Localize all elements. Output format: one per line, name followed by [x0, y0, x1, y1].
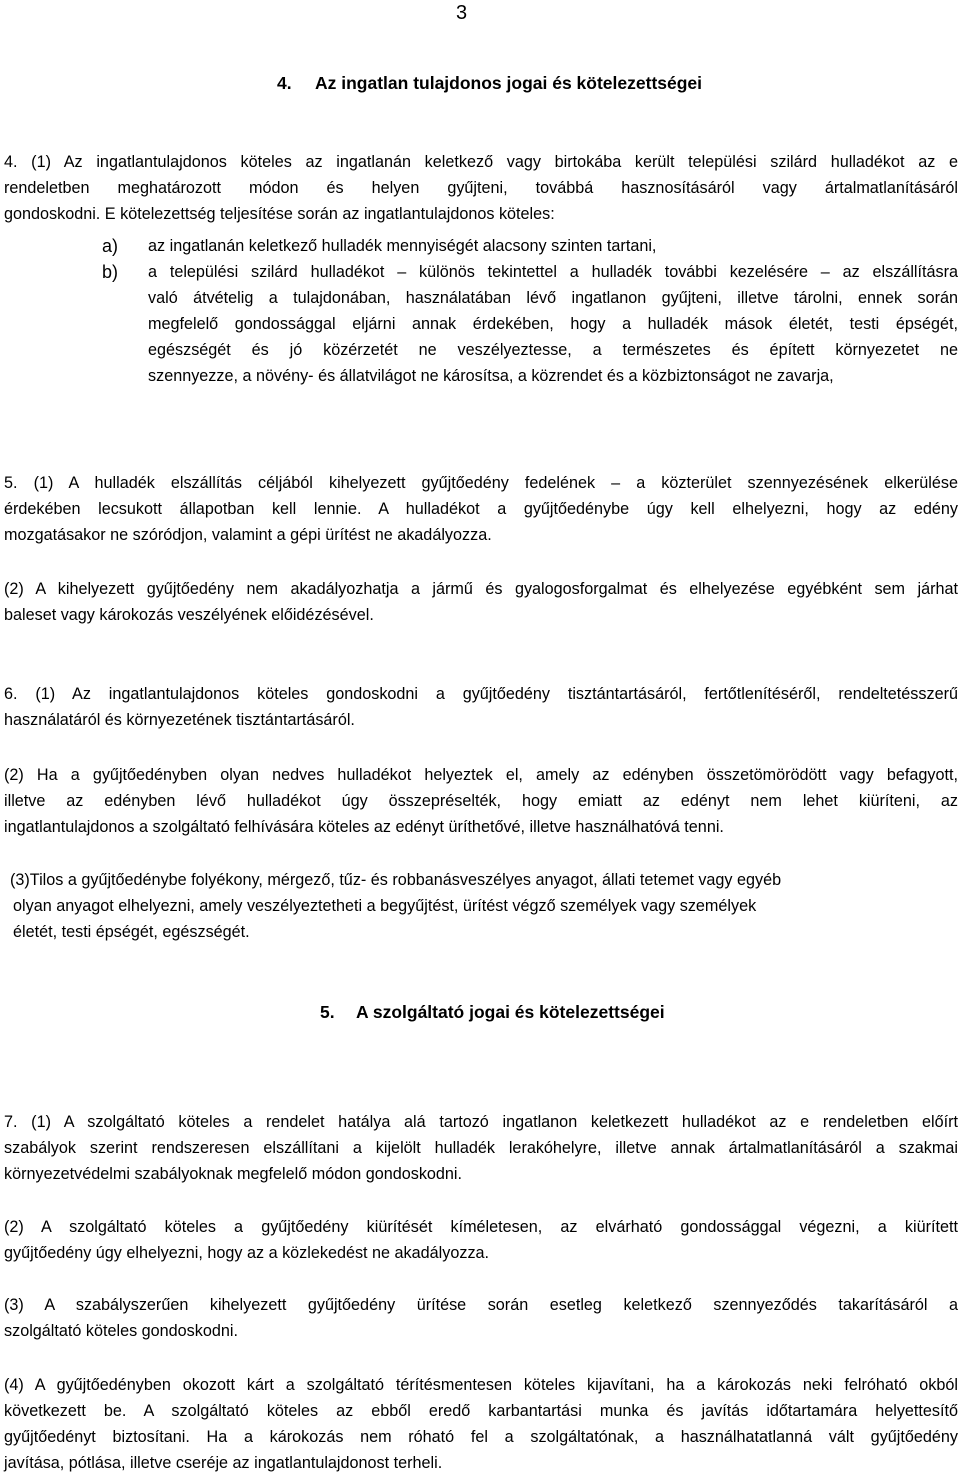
- text-line: gyűjtőedény úgy elhelyezni, hogy az a közlekedést ne akadályozza.: [4, 1244, 490, 1262]
- text-line: az ingatlanán keletkező hulladék mennyiségét alacsony szinten tartani,: [148, 237, 657, 255]
- text-line: a települési szilárd hulladékot – különös tekintettel a hulladék további kezelésére – az elszállításra: [148, 263, 958, 281]
- paragraph-6-1: [4, 681, 958, 733]
- section-4-title: Az ingatlan tulajdonos jogai és kötelezettségei: [315, 73, 703, 93]
- text-line: szolgáltató köteles gondoskodni.: [4, 1322, 238, 1340]
- text-line: rendeletben meghatározott módon és helyen gyűjteni, továbbá hasznosításáról vagy ártalmatlanításáról: [4, 179, 958, 197]
- text-line: 5. (1) A hulladék elszállítás céljából kihelyezett gyűjtőedény fedelének – a közterület szennyezésének elkerülése: [4, 474, 958, 492]
- list-item-b: [102, 259, 958, 389]
- text-line: (2) A szolgáltató köteles a gyűjtőedény kiürítését kíméletesen, az elvárható gondossággal végezni, a kiürített: [4, 1218, 958, 1236]
- text-line: gyűjtőedényt biztosítani. Ha a károkozás nem róható fel a szolgáltatónak, a használhatatlanná vált gyűjtőedény: [4, 1428, 958, 1446]
- text-line: használatáról és környezetének tisztántartásáról.: [4, 711, 355, 729]
- section-5-number: 5.: [320, 1002, 335, 1022]
- section-5-title: A szolgáltató jogai és kötelezettségei: [356, 1002, 665, 1022]
- text-line: olyan anyagot elhelyezni, amely veszélyeztetheti a begyűjtést, ürítést végző személyek vagy személyek: [13, 897, 757, 915]
- text-line: megfelelő gondossággal eljárni annak érdekében, hogy a hulladék mások életét, testi épségét,: [148, 315, 958, 333]
- paragraph-7-1: [4, 1109, 958, 1187]
- text-line: egészségét és jó közérzetét ne veszélyeztesse, a természetes és épített környezetet ne: [148, 341, 958, 359]
- paragraph-6-2: [4, 762, 958, 840]
- paragraph-6-3: [10, 867, 910, 945]
- obligations-list: [102, 233, 958, 389]
- text-line: (3) A szabályszerűen kihelyezett gyűjtőedény ürítése során esetleg keletkező szennyeződés takarításáról a: [4, 1296, 958, 1314]
- text-line: ingatlantulajdonos a szolgáltató felhívására köteles az edényt üríthetővé, illetve használhatóvá tenni.: [4, 818, 724, 836]
- list-marker: a): [102, 236, 119, 256]
- text-line: környezetvédelmi szabályoknak megfelelő módon gondoskodni.: [4, 1165, 463, 1183]
- paragraph-7-4: [4, 1372, 958, 1476]
- list-item-a: [102, 233, 958, 259]
- paragraph-5-2: [4, 576, 958, 628]
- text-line: (4) A gyűjtőedényben okozott kárt a szolgáltató térítésmentesen köteles kijavítani, ha a károkozás neki felróható okból: [4, 1376, 958, 1394]
- text-line: 7. (1) A szolgáltató köteles a rendelet hatálya alá tartozó ingatlanon keletkezett hulladékot az e rendeletben előírt: [4, 1113, 958, 1131]
- text-line: szennyezze, a növény- és állatvilágot ne károsítsa, a közrendet és a közbiztonságot ne zavarja,: [148, 367, 834, 385]
- paragraph-7-3: [4, 1292, 958, 1344]
- text-line: 6. (1) Az ingatlantulajdonos köteles gondoskodni a gyűjtőedény tisztántartásáról, fertőtlenítéséről, rendeltetésszerű: [4, 685, 958, 703]
- text-line: életét, testi épségét, egészségét.: [13, 923, 250, 941]
- list-marker: b): [102, 262, 119, 282]
- section-4-number: 4.: [277, 73, 292, 93]
- text-line: szabályok szerint rendszeresen elszállítani a kijelölt hulladék lerakóhelyre, illetve annak ártalmatlanításáról a szakmai: [4, 1139, 958, 1157]
- text-line: (3)Tilos a gyűjtőedénybe folyékony, mérgező, tűz- és robbanásveszélyes anyagot, állati tetemet vagy egyéb: [10, 871, 782, 889]
- text-line: baleset vagy károkozás veszélyének előidézésével.: [4, 606, 374, 624]
- text-line: való átvételig a tulajdonában, használatában lévő ingatlanon gyűjteni, illetve tárolni, ennek során: [148, 289, 958, 307]
- text-line: illetve az edényben lévő hulladékot úgy összepréselték, hogy emiatt az edényt nem lehet kiüríteni, az: [4, 792, 958, 810]
- text-line: következett be. A szolgáltató köteles az ebből eredő karbantartási munka és javítás időtartamára helyettesítő: [4, 1402, 958, 1420]
- text-line: gondoskodni. E kötelezettség teljesítése során az ingatlantulajdonos köteles:: [4, 205, 555, 223]
- text-line: (2) Ha a gyűjtőedényben olyan nedves hulladékot helyeztek el, amely az edényben összetömörödött vagy befagyott,: [4, 766, 958, 784]
- paragraph-5-1: [4, 470, 958, 548]
- text-line: javítása, pótlása, illetve cseréje az ingatlantulajdonost terheli.: [4, 1454, 443, 1472]
- text-line: mozgatásakor ne szóródjon, valamint a gépi ürítést ne akadályozza.: [4, 526, 492, 544]
- text-line: (2) A kihelyezett gyűjtőedény nem akadályozhatja a jármű és gyalogosforgalmat és elhelyezése egyébként sem járhat: [4, 580, 958, 598]
- text-line: 4. (1) Az ingatlantulajdonos köteles az ingatlanán keletkező vagy birtokába került települési szilárd hulladékot az e: [4, 153, 958, 171]
- text-line: érdekében lecsukott állapotban kell lennie. A hulladékot a gyűjtőedénybe úgy kell elhelyezni, hogy az edény: [4, 500, 958, 518]
- section-5-heading: [320, 999, 665, 1025]
- paragraph-4-1: [4, 149, 958, 227]
- paragraph-7-2: [4, 1214, 958, 1266]
- section-4-heading: [277, 70, 702, 96]
- page-number: 3: [456, 2, 468, 24]
